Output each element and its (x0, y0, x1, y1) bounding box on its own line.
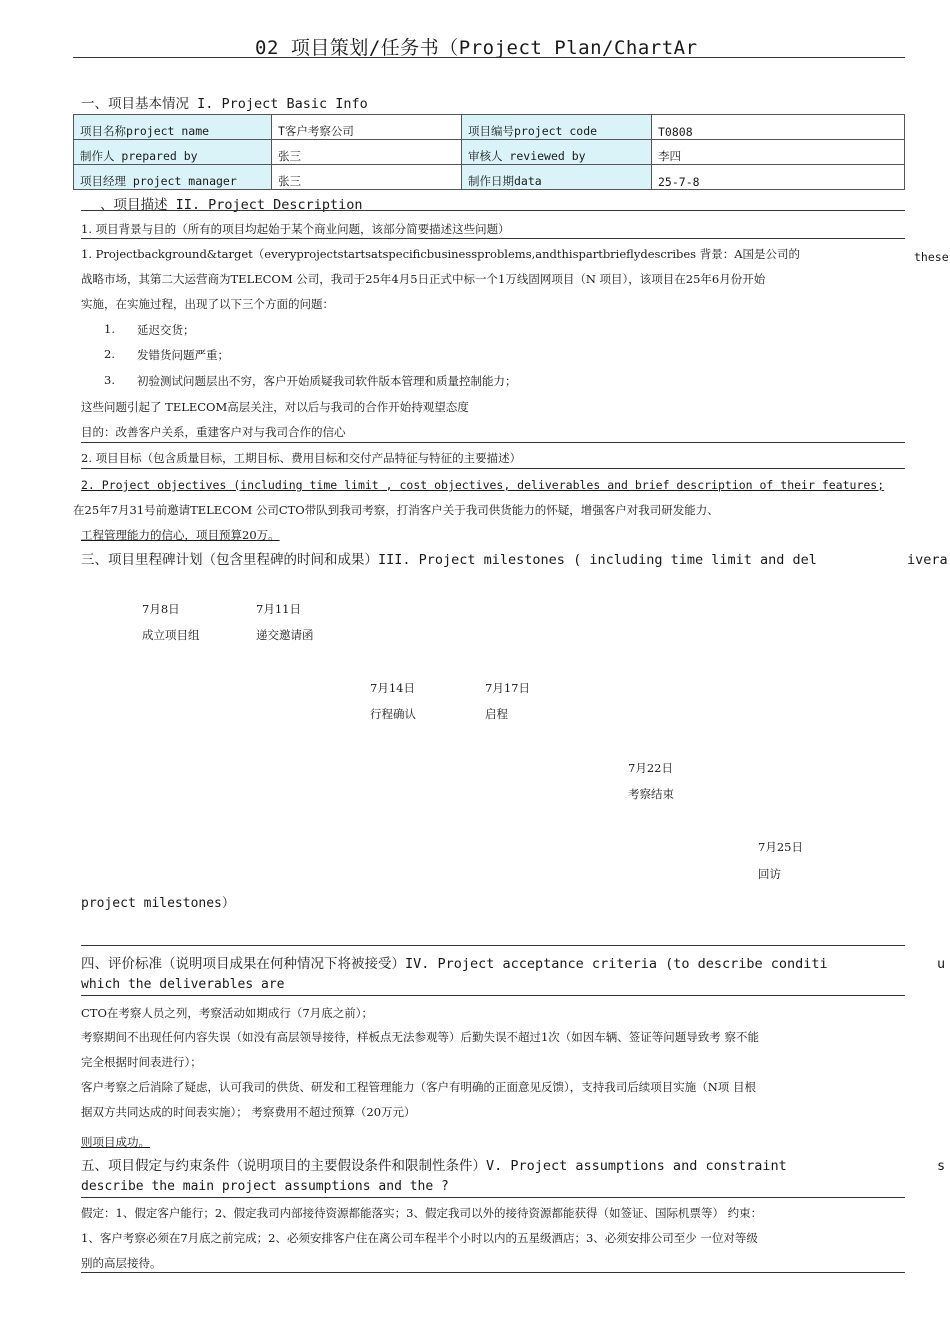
background-line-3: 实施，在实施过程，出现了以下三个方面的问题： (81, 297, 334, 311)
objectives-english: 2. Project objectives (including time limit , cost objectives, deliverables and brief description of their features; (81, 478, 885, 492)
project-manager-value: 张三 (272, 165, 462, 190)
milestone-date: 7月8日 (142, 602, 180, 616)
date-label: 制作日期data (462, 165, 652, 190)
assumptions-line-2: 1、客户考察必须在7月底之前完成；2、必须安排客户住在离公司车程半个小时以内的五星级酒店；3、必须安排公司至少 一位对等级 (81, 1231, 758, 1245)
criteria-line-5: 据双方共同达成的时间表实施）； 考察费用不超过预算（20万元） (81, 1105, 416, 1119)
milestones-footer: project milestones） (81, 896, 235, 911)
section-2-heading: 、项目描述 II. Project Description (100, 197, 363, 213)
criteria-line-2: 考察期间不出现任何内容失误（如没有高层领导接待，样板点无法参观等）后勤失误不超过1次（如因车辆、签证等问题导致考 察不能 (81, 1030, 759, 1044)
criteria-line-1: CTO在考察人员之列，考察活动如期成行（7月底之前）； (81, 1006, 373, 1020)
prepared-by-label: 制作人 prepared by (74, 140, 272, 165)
objective-line-2: 工程管理能力的信心，项目预算20万。 (81, 528, 280, 542)
milestone-date: 7月17日 (485, 681, 530, 695)
milestone-label: 成立项目组 (142, 628, 200, 642)
assumptions-line-3: 别的高层接待。 (81, 1256, 162, 1270)
milestone-date: 7月11日 (256, 602, 301, 616)
criteria-line-3: 完全根据时间表进行）； (81, 1055, 202, 1069)
subheading-divider (81, 238, 905, 239)
section-5-heading-continued: describe the main project assumptions and the ? (81, 1179, 449, 1194)
section-5-divider (81, 1197, 905, 1198)
milestone-label: 考察结束 (628, 787, 674, 801)
issue-text: 初验测试问题层出不穷，客户开始质疑我司软件版本管理和质量控制能力； (137, 374, 517, 388)
issue-number: 3. (104, 373, 115, 387)
criteria-line-6: 则项目成功。 (81, 1135, 150, 1149)
section-4-heading: 四、评价标准（说明项目成果在何种情况下将被接受）IV. Project acceptance criteria (to describe conditi (81, 956, 828, 972)
basic-info-table (73, 114, 905, 190)
title-divider (73, 57, 905, 58)
milestone-label: 启程 (485, 707, 508, 721)
concern-text: 这些问题引起了 TELECOM高层关注，对以后与我司的合作开始持观望态度 (81, 400, 469, 414)
reviewed-by-value: 李四 (652, 140, 905, 165)
purpose-divider (81, 442, 905, 443)
table-row (74, 165, 905, 190)
project-name-label: 项目名称project name (74, 115, 272, 140)
background-subheading: 1. 项目背景与目的（所有的项目均起始于某个商业问题，该部分简要描述这些问题） (81, 222, 510, 236)
project-code-label: 项目编号project code (462, 115, 652, 140)
section-2-divider (81, 210, 905, 211)
section-3-heading: 三、项目里程碑计划（包含里程碑的时间和成果）III. Project milestones ( including time limit and del (81, 552, 817, 568)
project-code-value: T0808 (652, 115, 905, 140)
issue-number: 1. (104, 322, 115, 336)
date-value: 25-7-8 (652, 165, 905, 190)
objective-line-1: 在25年7月31号前邀请TELECOM 公司CTO带队到我司考察，打消客户关于我司供货能力的怀疑，增强客户对我司研发能力、 (73, 503, 719, 517)
prepared-by-value: 张三 (272, 140, 462, 165)
section-5-overflow-text: s (937, 1158, 946, 1174)
milestone-label: 回访 (758, 867, 781, 881)
section-5-bottom-divider (81, 1272, 905, 1273)
section-1-heading: 一、项目基本情况 I. Project Basic Info (81, 96, 368, 112)
document-title: 02 项目策划/任务书（Project Plan/ChartAr (255, 37, 698, 59)
project-name-value: T客户考察公司 (272, 115, 462, 140)
issue-number: 2. (104, 347, 115, 361)
section-5-heading: 五、项目假定与约束条件（说明项目的主要假设条件和限制性条件）V. Project assumptions and constraint (81, 1158, 787, 1174)
criteria-line-4: 客户考察之后消除了疑虑，认可我司的供货、研发和工程管理能力（客户有明确的正面意见反馈），支持我司后续项目实施（N项 目根 (81, 1080, 756, 1094)
issue-text: 发错货问题严重； (137, 348, 229, 362)
objectives-subheading: 2. 项目目标（包含质量目标，工期目标、费用目标和交付产品特征与特征的主要描述） (81, 451, 522, 465)
milestone-date: 7月22日 (628, 761, 673, 775)
table-row (74, 140, 905, 165)
milestone-label: 行程确认 (370, 707, 416, 721)
milestone-label: 递交邀请函 (256, 628, 314, 642)
reviewed-by-label: 审核人 reviewed by (462, 140, 652, 165)
section-4-heading-continued: which the deliverables are (81, 977, 285, 992)
milestone-date: 7月14日 (370, 681, 415, 695)
background-line-2: 战略市场，其第二大运营商为TELECOM 公司，我司于25年4月5日正式中标一个1万线固网项目（N 项目），该项目在25年6月份开始 (81, 272, 766, 286)
section-4-top-divider (81, 945, 905, 946)
milestone-date: 7月25日 (758, 840, 803, 854)
objectives-divider (81, 468, 905, 469)
issue-text: 延迟交货； (137, 323, 195, 337)
section-4-overflow-text: u (937, 956, 946, 972)
background-overflow-text: these (914, 250, 949, 264)
section-4-divider (81, 995, 905, 996)
section-3-overflow-text: ivera (907, 552, 948, 568)
table-row (74, 115, 905, 140)
purpose-text: 目的：改善客户关系，重建客户对与我司合作的信心 (81, 425, 346, 439)
background-line-1: 1. Projectbackground&target（everyprojectstartsatspecificbusinessproblems,andthispartbrieflydescribes 背景：A国是公司的 (81, 247, 801, 261)
project-manager-label: 项目经理 project manager (74, 165, 272, 190)
assumptions-line-1: 假定：1、假定客户能行；2、假定我司内部接待资源都能落实；3、假定我司以外的接待资源都能获得（如签证、国际机票等） 约束： (81, 1206, 763, 1220)
